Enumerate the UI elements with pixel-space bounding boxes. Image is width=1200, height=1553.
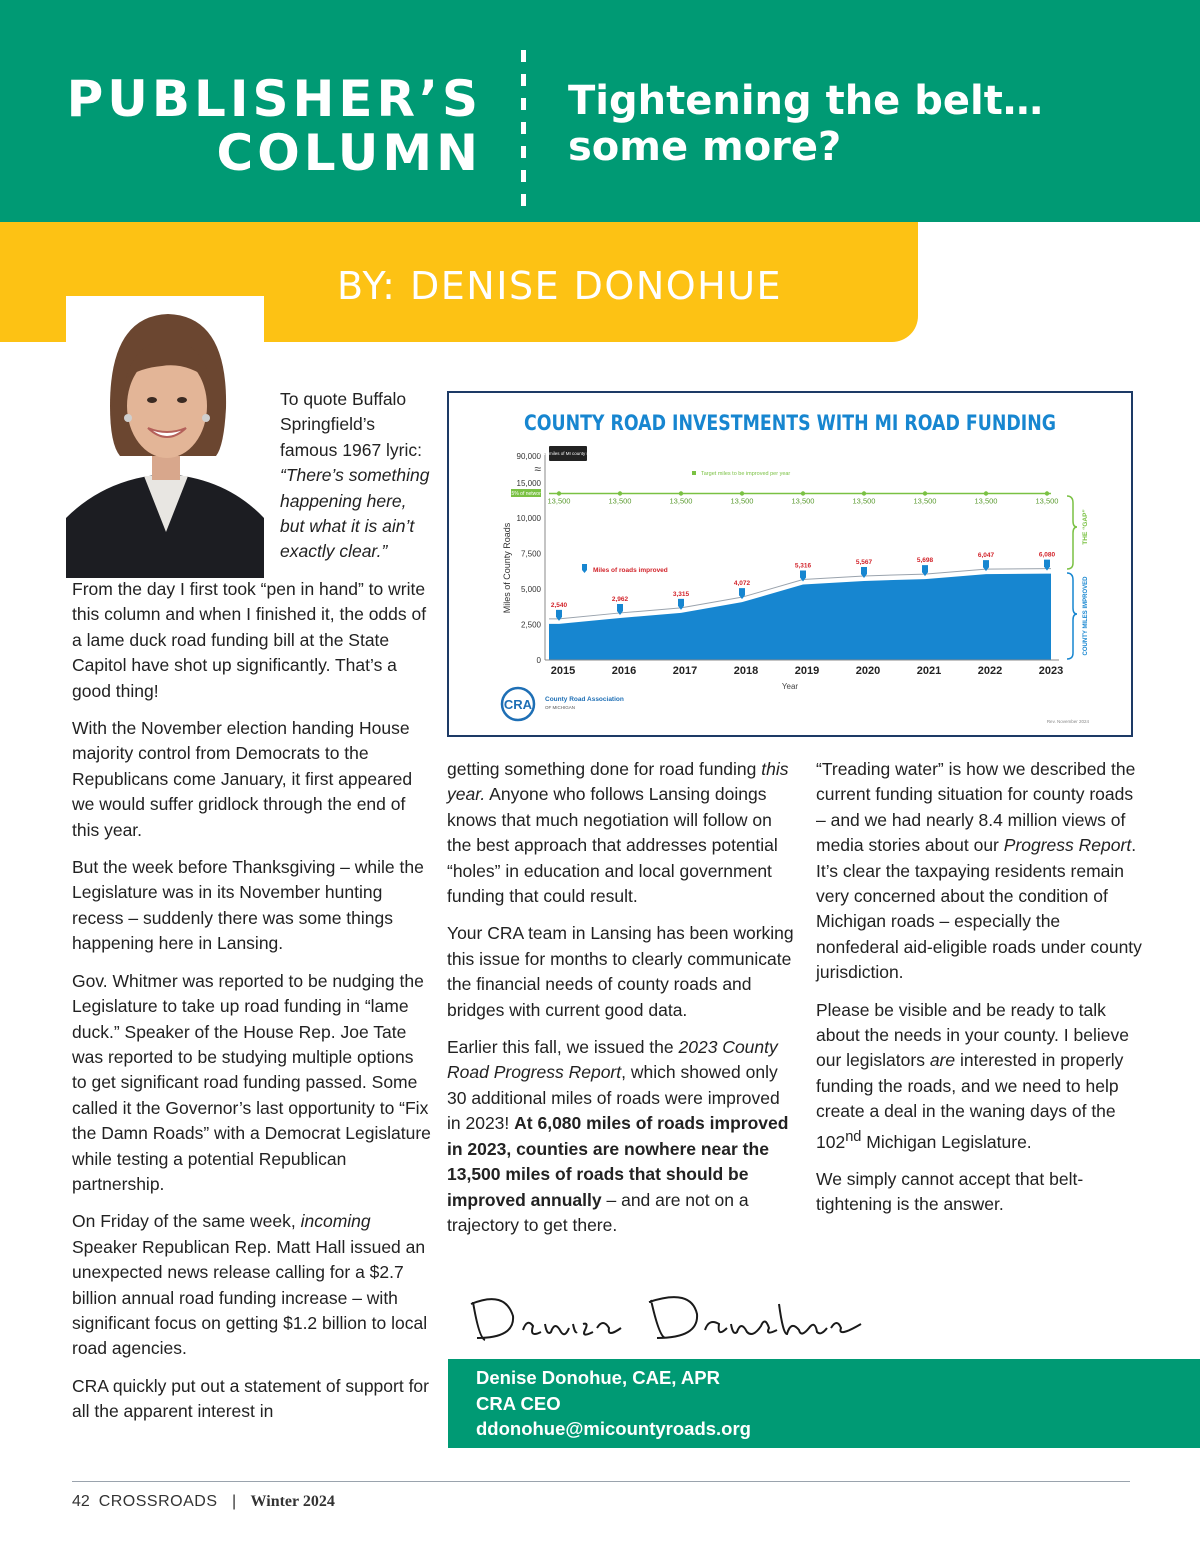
improved-data-label: 5,567 (855, 558, 873, 566)
improved-data-label: 3,315 (672, 590, 690, 598)
text-run: . It’s clear the taxpaying residents remain very concerned about the condition of Michigan roads – especially the nonfederal aid-eligible roads under county jurisdiction. (816, 835, 1142, 983)
text-run: interested in properly funding the roads, and we need to help create a deal in the waning days of the 102 (816, 1050, 1124, 1152)
cra-logo-subtitle: OF MICHIGAN (545, 705, 575, 710)
y-tick-label: 0 (536, 656, 541, 665)
article-title (568, 78, 1043, 170)
paragraph: From the day I first took “pen in hand” to write this column and when I finished it, the odds of a lame duck road funding bill at the State Capitol have shot up significantly. That’s a good thing! (72, 579, 427, 701)
paragraph: We simply cannot accept that belt-tightening is the answer. (816, 1168, 1084, 1215)
y-tick-label: 7,500 (520, 549, 541, 559)
target-point (740, 491, 744, 495)
text-run: On Friday of the same week, (72, 1211, 296, 1232)
footer (72, 1493, 335, 1511)
target-point (801, 491, 805, 495)
text-run: Earlier this fall, we issued the (447, 1037, 674, 1058)
intro-quote: “There’s something happening here, but what it is ain’t exactly clear.” (280, 465, 430, 562)
header-divider (521, 50, 526, 212)
y-tick-label: 90,000 (516, 452, 541, 461)
handwritten-signature (465, 1288, 865, 1352)
legend-swatch (692, 471, 696, 475)
footer-rule (72, 1481, 1130, 1482)
text-run: , which showed only 30 additional miles of roads were improved in 2023! (447, 1062, 780, 1134)
section-label-line1: PUBLISHER’S (66, 70, 482, 128)
text-run: “Treading water” is how we described the current funding situation for county roads – and we had nearly 8.4 million views of media stories about our (816, 759, 1136, 856)
road-funding-chart (447, 391, 1133, 737)
target-point (1045, 491, 1049, 495)
paragraph: But the week before Thanksgiving – while the Legislature was in its November hunting recess – suddenly there was some things happening here in Lansing. (72, 857, 424, 954)
paragraph (72, 1209, 432, 1361)
target-data-label: 13,500 (913, 496, 937, 506)
author-email[interactable]: ddonohue@micountyroads.org (476, 1418, 751, 1439)
intro-paragraph (280, 387, 430, 565)
text-run-italic: are (929, 1050, 956, 1071)
text-run-bold: At 6,080 miles of roads improved in 2023, counties are nowhere near the 13,500 miles of roads that should be improved annually (447, 1113, 789, 1210)
paragraph (816, 998, 1146, 1155)
chart-svg (449, 393, 1131, 735)
text-run-italic: this year. (447, 759, 789, 805)
magazine-name: CROSSROADS (98, 1493, 218, 1510)
target-data-label: 13,500 (547, 496, 571, 506)
improved-bracket-label: COUNTY MILES IMPROVED (1083, 576, 1089, 656)
y-tick-label: 15,000 (516, 479, 541, 488)
paragraph (447, 757, 797, 909)
page-number: 42 (72, 1493, 90, 1510)
y-tick-label: 2,500 (520, 620, 541, 630)
target-point (557, 491, 561, 495)
improved-data-label: 6,047 (977, 552, 995, 560)
column-1 (72, 577, 432, 1437)
legend-label-improved: Miles of roads improved (593, 567, 668, 574)
target-data-label: 13,500 (669, 496, 693, 506)
author-name: Denise Donohue, CAE, APR (476, 1367, 720, 1388)
legend-label-target: Target miles to be improved per year (701, 471, 791, 477)
y-tick-label: 5,000 (520, 585, 541, 594)
target-data-label: 13,500 (852, 496, 876, 506)
legend-marker (582, 564, 587, 573)
target-point (984, 491, 988, 495)
target-point (862, 491, 866, 495)
text-run: Speaker Republican Rep. Matt Hall issued an unexpected news release calling for a $2.7 billion annual road funding increase – with significant focus on getting $1.2 billion to local road agencies. (72, 1236, 428, 1359)
x-tick-label: 2021 (916, 665, 942, 677)
paragraph: Your CRA team in Lansing has been working this issue for months to clearly communicate the financial needs of county roads and bridges with current good data. (447, 923, 794, 1020)
section-label (67, 72, 482, 180)
column-2 (447, 757, 797, 1250)
article-title-line1: Tightening the belt… (568, 78, 1043, 124)
x-axis-label: Year (781, 682, 799, 691)
improved-data-label: 2,540 (550, 601, 568, 609)
improved-data-label: 5,698 (916, 557, 934, 565)
gap-label: THE “GAP” (1082, 509, 1089, 545)
axis-break: ≈ (534, 462, 541, 476)
x-tick-label: 2022 (977, 665, 1003, 677)
improved-data-label: 4,072 (733, 580, 751, 588)
target-data-label: 13,500 (974, 496, 998, 506)
x-tick-label: 2015 (550, 665, 576, 677)
paragraph: With the November election handing House majority control from Democrats to the Republicans come January, it first appeared we would suffer gridlock through the end of this year. (72, 718, 413, 840)
gap-bracket (1067, 496, 1077, 569)
target-data-label: 13,500 (608, 496, 632, 506)
byline: BY: DENISE DONOHUE (337, 264, 783, 308)
superscript: nd (845, 1128, 862, 1145)
improved-data-label: 5,316 (794, 562, 812, 570)
paragraph (447, 1035, 797, 1238)
improved-bracket (1067, 573, 1077, 659)
y-axis-label: Miles of County Roads (502, 522, 512, 614)
text-run: – and are not on a trajectory to get there. (447, 1189, 749, 1235)
target-callout-text: 15% of network (508, 491, 544, 497)
text-run: getting something done for road funding (447, 759, 757, 779)
target-data-label: 13,500 (730, 496, 754, 506)
x-tick-label: 2016 (611, 665, 637, 677)
text-run: Anyone who follows Lansing doings knows that much negotiation will follow on the best approach that addresses potential “holes” in education and local government funding that could result. (447, 784, 778, 907)
paragraph: Gov. Whitmer was reported to be nudging the Legislature to take up road funding in “lame duck.” Speaker of the House Rep. Joe Tate was reported to be studying multiple options to get significant road funding passed. Some called it the Governor’s last opportunity to “Fix the Damn Roads” with a Democrat Legislature while testing a potential Republican partnership. (72, 970, 431, 1194)
footer-divider: | (231, 1493, 237, 1510)
intro-lead: To quote Buffalo Springfield’s famous 1967 lyric: (280, 389, 423, 460)
source-note: Rev. November 2024 (1046, 719, 1089, 724)
target-data-label: 13,500 (791, 496, 815, 506)
article-title-line2: some more? (568, 124, 842, 170)
improved-data-label: 2,962 (611, 595, 629, 603)
author-photo (66, 296, 264, 578)
y-tick-label: 10,000 (516, 514, 541, 523)
author-info-box (448, 1359, 1200, 1448)
x-tick-label: 2017 (672, 665, 698, 677)
x-tick-label: 2019 (794, 665, 820, 677)
target-point (923, 491, 927, 495)
text-run: Please be visible and be ready to talk about the needs in your county. I believe our legislators (816, 999, 1129, 1071)
text-run: Michigan Legislature. (866, 1131, 1032, 1152)
text-run-italic: Progress Report (1003, 835, 1132, 856)
improved-data-label: 6,080 (1038, 551, 1056, 559)
improved-area (549, 574, 1051, 660)
x-tick-label: 2018 (733, 665, 759, 677)
text-run-italic: incoming (300, 1211, 371, 1232)
text-run-italic: 2023 County Road Progress Report (447, 1037, 778, 1083)
column-3 (816, 757, 1146, 1230)
target-point (679, 491, 683, 495)
x-tick-label: 2020 (855, 665, 881, 677)
chart-title: COUNTY ROAD INVESTMENTS WITH MI ROAD FUNDING (524, 411, 1056, 435)
paragraph (816, 757, 1146, 986)
callout-text: Total miles of MI county roads (538, 451, 598, 456)
paragraph: CRA quickly put out a statement of support for all the apparent interest in (72, 1375, 429, 1422)
cra-logo-text: CRA (503, 697, 533, 712)
section-label-line2: COLUMN (216, 124, 482, 182)
x-tick-label: 2023 (1038, 665, 1064, 677)
cra-logo-name: County Road Association (545, 696, 624, 703)
author-role: CRA CEO (476, 1392, 561, 1414)
issue-label: Winter 2024 (250, 1493, 335, 1510)
target-data-label: 13,500 (1035, 496, 1059, 506)
target-point (618, 491, 622, 495)
